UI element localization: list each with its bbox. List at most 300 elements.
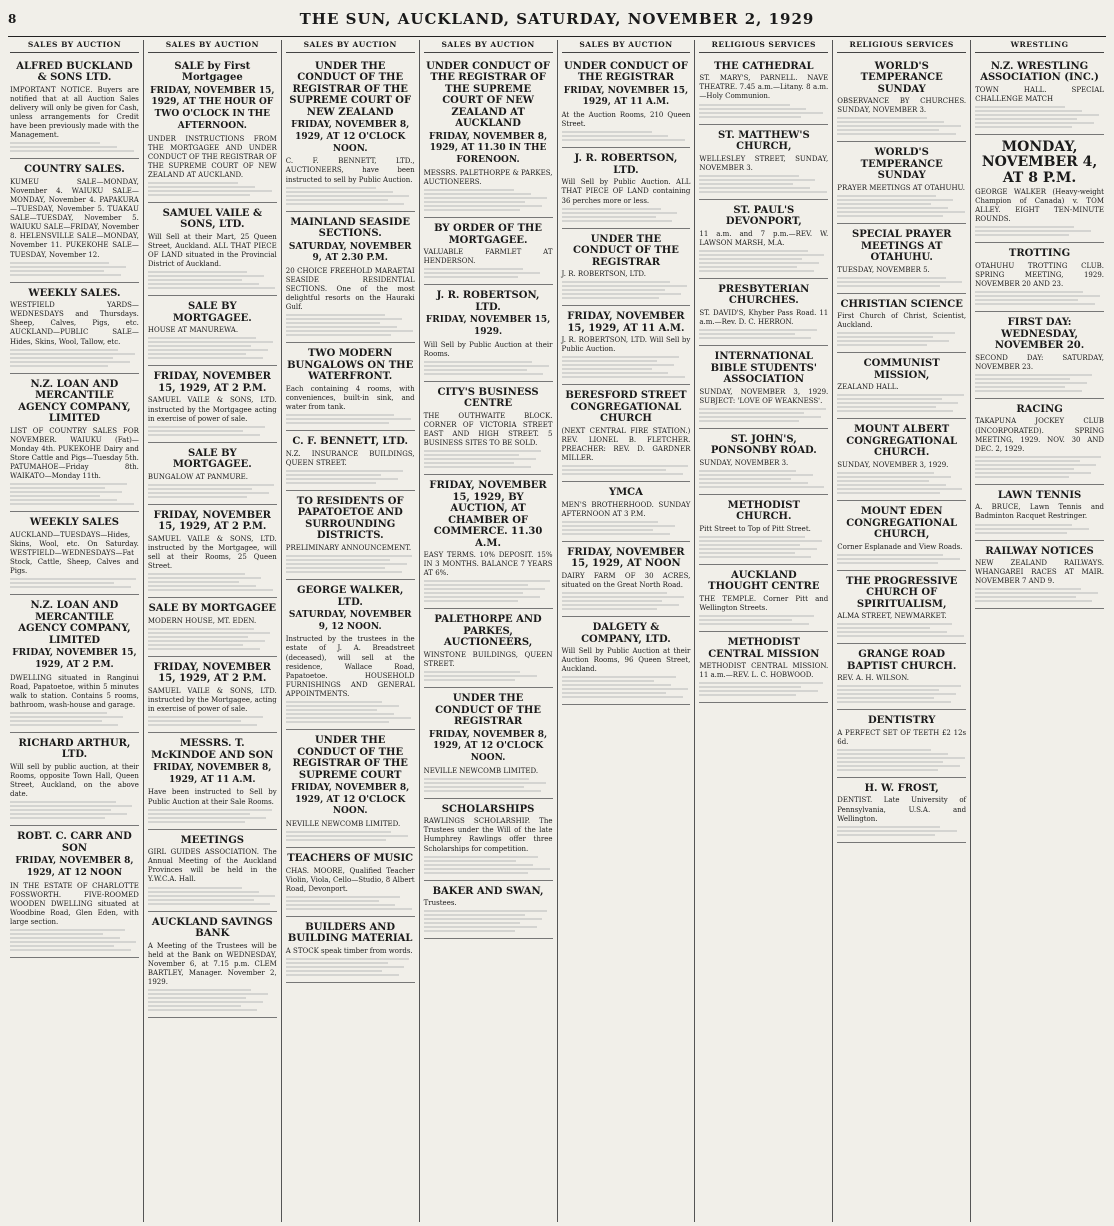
- text-lines: [424, 268, 553, 278]
- ad-body: EASY TERMS. 10% DEPOSIT. 15% IN 3 MONTHS. BALANCE 7 YEARS AT 6%.: [423, 551, 553, 578]
- ad-headline: WORLD'S TEMPERANCE SUNDAY: [860, 147, 943, 182]
- ad-headline: BAKER AND SWAN,: [432, 885, 544, 897]
- ad-headline: PALETHORPE AND PARKES, AUCTIONEERS,: [434, 614, 542, 649]
- text-lines: [699, 682, 828, 696]
- column-heading: WRESTLING: [975, 40, 1104, 53]
- ad-body: THE TEMPLE. Corner Pitt and Wellington Streets.: [699, 594, 829, 613]
- ad-body: OTAHUHU TROTTING CLUB. SPRING MEETING, 1929. NOVEMBER 20 AND 23.: [975, 261, 1104, 289]
- newspaper-title: THE SUN, AUCKLAND, SATURDAY, NOVEMBER 2, 1929: [299, 10, 815, 28]
- advertisement: [424, 881, 553, 940]
- ad-body: MODERN HOUSE, MT. EDEN.: [147, 616, 257, 625]
- ad-body: (NEXT CENTRAL FIRE STATION.) REV. LIONEL B. FLETCHER. PREACHER: REV. D. GARDNER MILLER.: [561, 426, 691, 463]
- ad-body: KUMEU SALE—MONDAY, November 4. WAIUKU SALE—MONDAY, November 4. PAPAKURA—TUESDAY, November 5. TUAKAU SALE—TUESDAY, November 5. WAIUKU SALE—FRIDAY, November 8. HELENSVILLE SALE—MONDAY, November 11. PUKEKOHE SALE—TUESDAY, November 12.: [10, 177, 139, 259]
- advertisement: [837, 778, 966, 843]
- ad-headline: WEEKLY SALES.: [28, 287, 121, 299]
- advertisement: [424, 382, 553, 475]
- ad-body: SAMUEL VAILE & SONS, LTD. instructed by the Mortgagee acting in exercise of power of sale.: [147, 396, 277, 423]
- text-lines: [424, 671, 553, 681]
- ad-headline: SALE by First Mortgagee: [174, 60, 251, 84]
- ad-headline: ALFRED BUCKLAND & SONS LTD.: [16, 60, 133, 84]
- ad-body: NEVILLE NEWCOMB LIMITED.: [285, 820, 401, 829]
- ad-date: FRIDAY, NOVEMBER 15, 1929.: [425, 315, 551, 337]
- text-lines: [837, 623, 966, 637]
- text-lines: [286, 414, 415, 424]
- text-lines: [699, 329, 828, 339]
- column-1: [6, 40, 144, 1222]
- ad-date: FRIDAY, NOVEMBER 15, 1929, AT THE HOUR OF TWO O'CLOCK IN THE AFTERNOON.: [150, 85, 275, 131]
- ad-headline: AUCKLAND THOUGHT CENTRE: [708, 569, 820, 593]
- ad-body: MEN'S BROTHERHOOD. SUNDAY AFTERNOON AT 3 P.M.: [561, 500, 691, 518]
- page-number: 8: [8, 12, 17, 26]
- advertisement: [837, 224, 966, 294]
- advertisement: [699, 56, 828, 125]
- ad-headline: CHRISTIAN SCIENCE: [840, 298, 963, 310]
- text-lines: [10, 483, 139, 505]
- text-lines: [424, 361, 553, 375]
- ad-headline: CITY'S BUSINESS CENTRE: [437, 386, 539, 410]
- text-lines: [562, 465, 691, 475]
- ad-body: TAKAPUNA JOCKEY CLUB (INCORPORATED). SPRING MEETING, 1929. NOV. 30 AND DEC. 2, 1929.: [975, 417, 1104, 453]
- ad-body: Each containing 4 rooms, with conveniences, built-in sink, and water from tank.: [285, 384, 415, 412]
- ad-headline: RICHARD ARTHUR, LTD.: [18, 737, 131, 761]
- ad-date: SATURDAY, NOVEMBER 9, 12 NOON.: [288, 610, 412, 632]
- text-lines: [975, 374, 1104, 392]
- text-lines: [837, 332, 966, 346]
- ad-body: A. BRUCE, Lawn Tennis and Badminton Racquet Restringer.: [975, 503, 1104, 521]
- advertisement: [562, 617, 691, 705]
- ad-headline: SALE BY MORTGAGEE.: [172, 447, 252, 471]
- ad-headline: LAWN TENNIS: [997, 489, 1082, 501]
- text-lines: [10, 262, 139, 276]
- ad-body: A PERFECT SET OF TEETH £2 12s 6d.: [837, 728, 967, 746]
- advertisement: [975, 541, 1104, 610]
- advertisement: [10, 826, 139, 958]
- advertisement: [424, 688, 553, 799]
- ad-headline: UNDER CONDUCT OF THE REGISTRAR OF THE SUPREME COURT OF NEW ZEALAND AT AUCKLAND: [426, 60, 550, 130]
- ad-body: SAMUEL VAILE & SONS, LTD. instructed by the Mortgagee, will sell at their Rooms, 25 Queen Street.: [147, 534, 277, 571]
- advertisement: [699, 125, 828, 200]
- ad-body: CHAS. MOORE, Qualified Teacher Violin, Viola, Cello—Studio, 8 Albert Road, Devonport.: [285, 866, 415, 893]
- masthead: [8, 2, 1106, 37]
- advertisement: [148, 830, 277, 912]
- advertisement: [148, 366, 277, 442]
- ad-body: WELLESLEY STREET, SUNDAY, NOVEMBER 3.: [699, 154, 829, 172]
- text-lines: [148, 182, 277, 196]
- ad-body: A STOCK speak timber from words.: [285, 946, 413, 955]
- advertisement: [148, 203, 277, 296]
- advertisement: [148, 733, 277, 830]
- text-lines: [286, 896, 415, 910]
- advertisement: [286, 848, 415, 917]
- text-lines: [975, 456, 1104, 478]
- ad-headline: UNDER THE CONDUCT OF THE REGISTRAR: [572, 233, 679, 268]
- ad-body: PRELIMINARY ANNOUNCEMENT.: [285, 543, 412, 552]
- ad-headline: FRIDAY, NOVEMBER 15, 1929, AT NOON: [567, 546, 685, 570]
- text-lines: [699, 175, 828, 193]
- advertisement: [562, 148, 691, 228]
- ad-headline: ST. JOHN'S, PONSONBY ROAD.: [710, 433, 817, 457]
- advertisement: [10, 283, 139, 374]
- advertisement: [148, 598, 277, 657]
- advertisement: [562, 482, 691, 542]
- ad-headline: ROBT. C. CARR AND SON: [17, 831, 132, 854]
- ad-body: NEW ZEALAND RAILWAYS. WHANGAREI RACES AT MAIR. NOVEMBER 7 AND 9.: [975, 559, 1104, 586]
- column-heading: SALES BY AUCTION: [562, 40, 691, 53]
- advertisement: [699, 279, 828, 346]
- advertisement: [975, 485, 1104, 541]
- ad-headline: N.Z. WRESTLING ASSOCIATION (INC.): [980, 60, 1099, 84]
- ad-body: Corner Esplanade and View Roads.: [837, 542, 963, 551]
- ad-body: MESSRS. PALETHORPE & PARKES, AUCTIONEERS.: [423, 168, 553, 186]
- ad-body: IMPORTANT NOTICE. Buyers are notified that at all Auction Sales delivery will only be given for Cash, unless arrangements for Credit have been previously made with the Management.: [10, 85, 139, 140]
- column-heading: RELIGIOUS SERVICES: [699, 40, 828, 53]
- ad-date: FRIDAY, NOVEMBER 8, 1929, AT 11.30 IN THE FORENOON.: [428, 131, 548, 166]
- advertisement: [148, 443, 277, 505]
- ad-headline: RACING: [1016, 403, 1063, 415]
- ad-body: PRAYER MEETINGS AT OTAHUHU.: [837, 183, 966, 192]
- ad-headline: ST. PAUL'S DEVONPORT,: [725, 204, 802, 228]
- ad-headline: UNDER THE CONDUCT OF THE REGISTRAR: [435, 693, 541, 728]
- ad-headline: GEORGE WALKER, LTD.: [297, 585, 404, 608]
- text-lines: [562, 208, 691, 222]
- ad-headline: J. R. ROBERTSON, LTD.: [436, 290, 540, 313]
- ad-headline: BY ORDER OF THE MORTGAGEE.: [434, 223, 542, 246]
- text-lines: [975, 226, 1104, 236]
- advertisement: [837, 294, 966, 354]
- ad-date: SATURDAY, NOVEMBER 9, AT 2.30 P.M.: [288, 241, 412, 264]
- ad-headline: PRESBYTERIAN CHURCHES.: [718, 283, 810, 307]
- advertisement: [837, 419, 966, 501]
- advertisement: [286, 56, 415, 212]
- advertisement: [148, 505, 277, 598]
- advertisement: [286, 580, 415, 730]
- text-lines: [10, 929, 139, 951]
- ad-headline: FRIDAY, NOVEMBER 15, 1929, AT 2 P.M.: [153, 509, 271, 533]
- ad-headline: DALGETY & COMPANY, LTD.: [581, 622, 671, 645]
- ad-headline: INTERNATIONAL BIBLE STUDENTS' ASSOCIATION: [710, 351, 817, 386]
- ad-date: FRIDAY, NOVEMBER 8, 1929, AT 12 O'CLOCK NOON.: [291, 783, 410, 817]
- advertisement: [10, 374, 139, 513]
- ad-body: TOWN HALL. SPECIAL CHALLENGE MATCH: [975, 85, 1104, 103]
- text-lines: [286, 470, 415, 484]
- ad-body: ST. MARY'S, PARNELL. NAVE THEATRE. 7.45 a.m.—Litany. 8 a.m.—Holy Communion.: [699, 74, 829, 101]
- advertisement: [286, 431, 415, 491]
- advertisement: [424, 218, 553, 285]
- text-lines: [424, 910, 553, 932]
- text-lines: [837, 472, 966, 494]
- text-lines: [148, 887, 277, 905]
- text-lines: [975, 588, 1104, 602]
- text-lines: [975, 524, 1104, 534]
- advertisement: [699, 565, 828, 632]
- text-lines: [148, 809, 277, 823]
- advertisement: [837, 142, 966, 224]
- ad-body: GEORGE WALKER (Heavy-weight Champion of Canada) v. TOM ALLEY. EIGHT TEN-MINUTE ROUNDS.: [975, 188, 1104, 224]
- text-lines: [699, 470, 828, 488]
- ad-headline: FRIDAY, NOVEMBER 15, 1929, AT 2 P.M.: [153, 661, 271, 685]
- ad-body: SAMUEL VAILE & SONS, LTD. instructed by the Mortgagee, acting in exercise of power of sale.: [147, 686, 277, 713]
- text-lines: [148, 573, 277, 591]
- text-lines: [10, 712, 139, 726]
- text-lines: [10, 578, 139, 588]
- ad-body: Trustees.: [423, 899, 457, 908]
- ad-headline: MOUNT ALBERT CONGREGATIONAL CHURCH.: [846, 424, 958, 459]
- column-heading: SALES BY AUCTION: [286, 40, 415, 53]
- text-lines: [699, 250, 828, 272]
- advertisement: [10, 733, 139, 826]
- ad-body: ST. DAVID'S, Khyber Pass Road. 11 a.m.—Rev. D. C. HERRON.: [699, 308, 829, 326]
- advertisement: [699, 429, 828, 495]
- ad-headline: TEACHERS OF MUSIC: [287, 853, 414, 865]
- ad-body: GIRL GUIDES ASSOCIATION. The Annual Meeting of the Auckland Provinces will be held in the Y.W.C.A. Hall.: [147, 848, 277, 884]
- text-lines: [562, 131, 691, 141]
- advertisement: [837, 710, 966, 778]
- text-lines: [148, 484, 277, 498]
- ad-date: FRIDAY, NOVEMBER 15, 1929, AT 2 P.M.: [12, 648, 137, 670]
- text-lines: [148, 271, 277, 289]
- ad-body: Will Sell by Public Auction at their Auction Rooms, 96 Queen Street, Auckland.: [561, 647, 691, 674]
- ad-body: METHODIST CENTRAL MISSION. 11 a.m.—REV. L. C. HOBWOOD.: [699, 662, 829, 680]
- text-lines: [424, 856, 553, 874]
- column-6: [695, 40, 833, 1222]
- ad-body: ZEALAND HALL.: [837, 383, 899, 392]
- advertisement: [562, 306, 691, 385]
- ad-headline: TO RESIDENTS OF PAPATOETOE AND SURROUNDING DISTRICTS.: [296, 495, 404, 542]
- text-lines: [562, 521, 691, 535]
- column-heading: SALES BY AUCTION: [10, 40, 139, 53]
- ad-headline: MONDAY, NOVEMBER 4, AT 8 P.M.: [981, 138, 1098, 186]
- ad-body: First Church of Christ, Scientist, Auckland.: [837, 312, 967, 330]
- text-lines: [424, 778, 553, 792]
- ad-body: DAIRY FARM OF 30 ACRES, situated on the Great North Road.: [561, 571, 691, 590]
- ad-body: N.Z. INSURANCE BUILDINGS, QUEEN STREET.: [285, 449, 415, 467]
- ad-body: SUNDAY, NOVEMBER 3, 1929.: [837, 460, 949, 469]
- ad-headline: METHODIST CENTRAL MISSION: [708, 637, 820, 660]
- ad-body: UNDER INSTRUCTIONS FROM THE MORTGAGEE AND UNDER CONDUCT OF THE REGISTRAR OF THE SUPREME COURT OF NEW ZEALAND AT AUCKLAND.: [147, 134, 277, 179]
- advertisement: [424, 475, 553, 609]
- ad-body: Will Sell by Public Auction at their Rooms.: [423, 340, 553, 358]
- advertisement: [837, 644, 966, 710]
- advertisement: [837, 353, 966, 419]
- ad-headline: THE PROGRESSIVE CHURCH OF SPIRITUALISM,: [846, 575, 958, 610]
- text-lines: [837, 195, 966, 217]
- text-lines: [837, 554, 966, 564]
- text-lines: [699, 536, 828, 558]
- advertisement: [148, 296, 277, 366]
- text-lines: [562, 356, 691, 378]
- ad-body: A Meeting of the Trustees will be held at the Bank on WEDNESDAY, November 6, at 7.15 p.m. CLEM BARTLEY, Manager. November 2, 1929.: [147, 941, 277, 986]
- ad-body: At the Auction Rooms, 210 Queen Street.: [561, 111, 691, 129]
- ad-headline: YMCA: [608, 487, 643, 499]
- ad-body: DWELLING situated in Ranginui Road, Papatoetoe, within 5 minutes walk to station. Contains 5 rooms, bathroom, wash-house and garage.: [10, 673, 139, 709]
- advertisement: [562, 385, 691, 482]
- ad-body: SECOND DAY: SATURDAY, NOVEMBER 23.: [975, 353, 1104, 371]
- advertisement: [699, 200, 828, 279]
- ad-headline: SALE BY MORTGAGEE.: [172, 301, 252, 324]
- advertisement: [286, 730, 415, 848]
- ad-headline: N.Z. LOAN AND MERCANTILE AGENCY COMPANY, LIMITED: [18, 378, 131, 425]
- advertisement: [975, 135, 1104, 244]
- column-2: [144, 40, 282, 1222]
- advertisement: [837, 501, 966, 571]
- text-lines: [699, 615, 828, 625]
- ad-body: J. R. ROBERTSON, LTD.: [561, 270, 647, 279]
- advertisement: [286, 212, 415, 344]
- text-lines: [562, 281, 691, 299]
- text-lines: [10, 142, 139, 152]
- text-lines: [286, 958, 415, 976]
- text-lines: [10, 801, 139, 819]
- ad-body: J. R. ROBERTSON, LTD. Will Sell by Public Auction.: [561, 336, 691, 354]
- newspaper-columns: [6, 40, 1108, 1222]
- advertisement: [975, 243, 1104, 312]
- ad-body: WESTFIELD YARDS—WEDNESDAYS and Thursdays. Sheep, Calves, Pigs, etc. AUCKLAND—PUBLIC SALE—Hides, Skins, Wool, Tallow, etc.: [10, 301, 139, 346]
- advertisement: [837, 56, 966, 143]
- advertisement: [10, 56, 139, 160]
- text-lines: [148, 989, 277, 1011]
- ad-headline: WORLD'S TEMPERANCE SUNDAY: [860, 60, 943, 95]
- ad-body: Will Sell at their Mart, 25 Queen Street, Auckland. ALL THAT PIECE OF LAND situated in the Provincial District of Auckland.: [147, 232, 277, 269]
- text-lines: [424, 189, 553, 211]
- ad-body: SUNDAY, NOVEMBER 3, 1929. SUBJECT: 'LOVE OF WEAKNESS'.: [699, 387, 829, 405]
- advertisement: [286, 917, 415, 983]
- ad-body: HOUSE AT MANUREWA.: [147, 326, 239, 335]
- ad-headline: TROTTING: [1008, 248, 1071, 260]
- ad-date: FRIDAY, NOVEMBER 8, 1929, AT 11 A.M.: [153, 763, 272, 785]
- ad-body: WINSTONE BUILDINGS, QUEEN STREET.: [423, 650, 553, 668]
- ad-body: 20 CHOICE FREEHOLD MARAETAI SEASIDE RESIDENTIAL SECTIONS. One of the most delightful resorts on the Hauraki Gulf.: [285, 266, 415, 312]
- ad-body: THE OUTHWAITE BLOCK. CORNER OF VICTORIA STREET EAST AND HIGH STREET. 5 BUSINESS SITES TO BE SOLD.: [423, 411, 553, 448]
- ad-body: 11 a.m. and 7 p.m.—REV. W. LAWSON MARSH, M.A.: [699, 229, 829, 247]
- column-8: [971, 40, 1108, 1222]
- ad-headline: FRIDAY, NOVEMBER 15, 1929, AT 11 A.M.: [567, 311, 685, 334]
- text-lines: [975, 291, 1104, 305]
- ad-headline: TWO MODERN BUNGALOWS ON THE WATERFRONT.: [287, 348, 414, 383]
- ad-body: Will sell by public auction, at their Rooms, opposite Town Hall, Queen Street, Auckland, on the above date.: [10, 762, 139, 799]
- text-lines: [975, 106, 1104, 128]
- ad-headline: SAMUEL VAILE & SONS, LTD.: [162, 207, 263, 231]
- ad-body: RAWLINGS SCHOLARSHIP. The Trustees under the Will of the late Humphrey Rawlings offer three Scholarships for competition.: [423, 817, 553, 853]
- ad-headline: GRANGE ROAD BAPTIST CHURCH.: [847, 649, 957, 672]
- advertisement: [10, 595, 139, 733]
- ad-headline: H. W. FROST,: [864, 782, 939, 794]
- ad-headline: AUCKLAND SAVINGS BANK: [151, 916, 273, 939]
- advertisement: [837, 571, 966, 645]
- advertisement: [424, 609, 553, 688]
- ad-headline: SCHOLARSHIPS: [441, 803, 535, 815]
- advertisement: [424, 56, 553, 218]
- advertisement: [424, 799, 553, 881]
- text-lines: [562, 592, 691, 610]
- text-lines: [148, 628, 277, 650]
- ad-date: FRIDAY, NOVEMBER 15, 1929, AT 11 A.M.: [563, 85, 689, 108]
- text-lines: [424, 450, 553, 468]
- text-lines: [424, 580, 553, 602]
- text-lines: [837, 685, 966, 703]
- column-heading: SALES BY AUCTION: [148, 40, 277, 53]
- ad-headline: N.Z. LOAN AND MERCANTILE AGENCY COMPANY, LIMITED: [18, 600, 131, 646]
- ad-headline: ST. MATTHEW'S CHURCH,: [717, 129, 810, 153]
- advertisement: [699, 346, 828, 429]
- ad-headline: UNDER THE CONDUCT OF THE REGISTRAR OF THE SUPREME COURT OF NEW ZEALAND: [289, 60, 412, 118]
- text-lines: [837, 826, 966, 836]
- ad-body: LIST OF COUNTRY SALES FOR NOVEMBER. WAIUKU (Fat)—Monday 4th. PUKEKOHE Dairy and Store Cattle and Pigs—Tuesday 5th. PATUMAHOE—Friday 8th. WAIKATO—Monday 11th.: [10, 426, 139, 481]
- text-lines: [286, 555, 415, 573]
- advertisement: [424, 285, 553, 382]
- ad-body: ALMA STREET, NEWMARKET.: [837, 612, 947, 621]
- ad-headline: RAILWAY NOTICES: [985, 545, 1094, 557]
- ad-body: Pitt Street to Top of Pitt Street.: [699, 524, 811, 533]
- ad-body: REV. A. H. WILSON.: [837, 674, 910, 683]
- column-heading: SALES BY AUCTION: [424, 40, 553, 53]
- advertisement: [562, 56, 691, 149]
- text-lines: [148, 716, 277, 726]
- advertisement: [975, 399, 1104, 485]
- ad-date: FRIDAY, NOVEMBER 8, 1929, AT 12 NOON: [15, 856, 134, 878]
- text-lines: [837, 277, 966, 287]
- text-lines: [10, 349, 139, 367]
- ad-headline: BUILDERS AND BUILDING MATERIAL: [287, 921, 413, 945]
- advertisement: [975, 56, 1104, 135]
- column-4: [420, 40, 558, 1222]
- text-lines: [286, 831, 415, 841]
- ad-headline: MAINLAND SEASIDE SECTIONS.: [290, 216, 410, 240]
- ad-headline: MOUNT EDEN CONGREGATIONAL CHURCH,: [846, 506, 958, 540]
- text-lines: [286, 187, 415, 205]
- advertisement: [562, 229, 691, 307]
- ad-headline: FRIDAY, NOVEMBER 15, 1929, BY AUCTION, AT CHAMBER OF COMMERCE. 11.30 A.M.: [429, 480, 547, 549]
- text-lines: [837, 749, 966, 771]
- ad-body: AUCKLAND—TUESDAYS—Hides, Skins, Wool, etc. On Saturday. WESTFIELD—WEDNESDAYS—Fat Stock, Cattle, Sheep, Calves and Pigs.: [10, 530, 139, 576]
- ad-headline: DENTISTRY: [868, 715, 936, 727]
- ad-headline: MEETINGS: [180, 834, 244, 846]
- advertisement: [10, 512, 139, 595]
- ad-body: TUESDAY, NOVEMBER 5.: [837, 265, 930, 274]
- advertisement: [699, 495, 828, 565]
- ad-headline: FRIDAY, NOVEMBER 15, 1929, AT 2 P.M.: [153, 371, 271, 394]
- ad-headline: COUNTRY SALES.: [24, 164, 125, 176]
- text-lines: [837, 117, 966, 135]
- advertisement: [286, 491, 415, 580]
- column-7: [833, 40, 971, 1222]
- ad-headline: UNDER CONDUCT OF THE REGISTRAR: [564, 60, 688, 84]
- ad-body: Will Sell by Public Auction. ALL THAT PIECE OF LAND containing 36 perches more or less.: [561, 178, 691, 205]
- ad-body: OBSERVANCE BY CHURCHES. SUNDAY, NOVEMBER 3.: [837, 97, 967, 115]
- text-lines: [837, 394, 966, 412]
- ad-headline: WEEKLY SALES: [29, 517, 119, 529]
- advertisement: [699, 632, 828, 703]
- column-5: [558, 40, 696, 1222]
- advertisement: [148, 657, 277, 733]
- text-lines: [148, 337, 277, 359]
- advertisement: [10, 159, 139, 282]
- ad-body: BUNGALOW AT PANMURE.: [147, 472, 248, 481]
- ad-headline: METHODIST CHURCH.: [727, 499, 800, 523]
- advertisement: [562, 542, 691, 617]
- ad-body: Have been instructed to Sell by Public Auction at their Sale Rooms.: [147, 788, 277, 806]
- text-lines: [699, 408, 828, 422]
- advertisement: [148, 56, 277, 203]
- ad-headline: J. R. ROBERTSON, LTD.: [574, 153, 678, 176]
- text-lines: [286, 701, 415, 723]
- ad-headline: SPECIAL PRAYER MEETINGS AT OTAHUHU.: [851, 229, 952, 264]
- ad-body: Instructed by the trustees in the estate of J. A. Breadstreet (deceased), will sell at the residence, Wallace Road, Papatoetoe. HOUSEHOLD FURNISHINGS AND GENERAL APPOINTMENTS.: [285, 635, 415, 698]
- ad-headline: FIRST DAY: WEDNESDAY, NOVEMBER 20.: [994, 317, 1085, 352]
- text-lines: [148, 426, 277, 436]
- column-heading: RELIGIOUS SERVICES: [837, 40, 966, 53]
- ad-headline: BERESFORD STREET CONGREGATIONAL CHURCH: [565, 390, 687, 425]
- ad-body: SUNDAY, NOVEMBER 3.: [699, 458, 789, 467]
